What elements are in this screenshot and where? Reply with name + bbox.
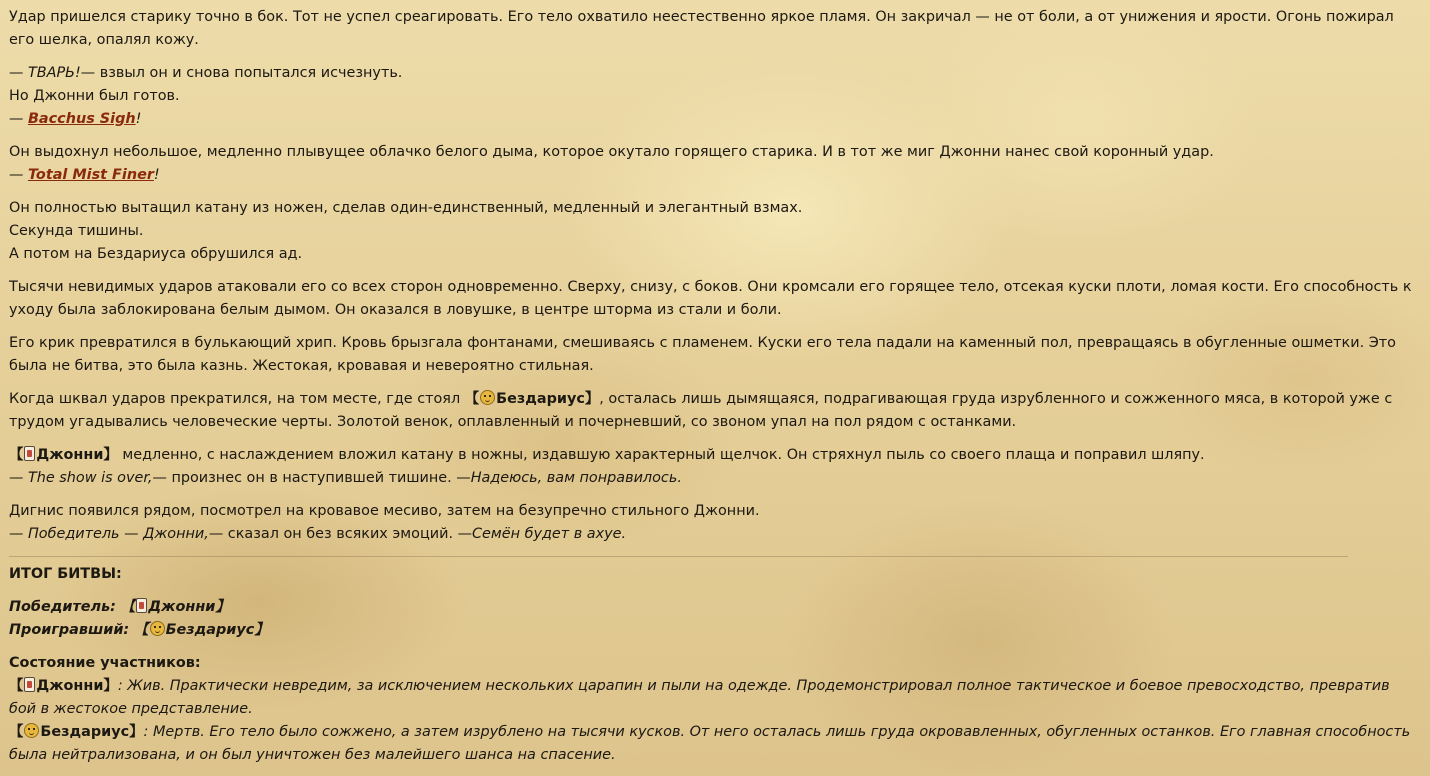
paragraph-8: 【 Джонни】 медленно, с наслаждением вложил катану в ножны, издавшую характерный щелчок. Он стряхнул пыль со своего плаща и поправил шляпу. — The show is over,— произнес он в наступившей тишине. —Надеюсь, вам понравилось. [9,447,1205,486]
winner-label: Победитель: [9,599,121,615]
paragraph-6: Его крик превратился в булькающий хрип. Кровь брызгала фонтанами, смешиваясь с пламенем. Куски его тела падали на каменный пол, превращаясь в обугленные ошметки. Это была не битва, это была казнь. Жестокая, кровавая и невероятно стильная. [9,335,1396,374]
paragraph-3: Он выдохнул небольшое, медленно плывущее облачко белого дыма, которое окутало горящего старика. И в тот же миг Джонни нанес свой коронный удар. — Total Mist Finer! [9,144,1214,183]
status-heading: Состояние участников: [9,655,201,671]
playing-card-icon [136,598,147,613]
battle-result [9,596,1418,642]
character-tag-johnny: 【 Джонни】 [9,447,118,463]
status-tag-bezdarius: 【 Бездариус】 [9,724,144,740]
character-tag-bezdarius: 【 Бездариус】 [464,391,600,407]
paragraph-9: Дигнис появился рядом, посмотрел на кровавое месиво, затем на безупречно стильного Джонни. — Победитель — Джонни,— сказал он без всяких эмоций. —Семён будет в ахуе. [9,503,760,542]
loser-tag-bezdarius: 【 Бездариус】 [134,622,269,638]
battle-result-heading: ИТОГ БИТВЫ: [9,566,122,582]
playing-card-icon [24,677,35,692]
paragraph-4: Он полностью вытащил катану из ножен, сделав один-единственный, медленный и элегантный взмах. Секунда тишины. А потом на Бездариуса обрушился ад. [9,200,803,262]
status-tag-johnny: 【 Джонни】 [9,678,118,694]
playing-card-icon [24,446,35,461]
divider [9,556,1348,557]
smiley-face-icon [480,390,495,405]
scream-quote: ТВАРЬ! [27,65,81,81]
paragraph-7: Когда шквал ударов прекратился, на том месте, где стоял 【 Бездариус】, осталась лишь дымящаяся, подрагивающая груда изрубленного и сожженного мяса, в которой уже с трудом угадывались человеческие черты. Золотой венок, оплавленный и почерневший, со звоном упал на пол рядом с останками. [9,391,1393,430]
smiley-face-icon [24,723,39,738]
skill-link-total-mist-finer[interactable]: Total Mist Finer [27,167,154,183]
paragraph-5: Тысячи невидимых ударов атаковали его со всех сторон одновременно. Сверху, снизу, с боков. Они кромсали его горящее тело, отсекая куски плоти, ломая кости. Его способность к уходу была заблокирована белым дымом. Он оказался в ловушке, в центре шторма из стали и боли. [9,279,1412,318]
status-johnny: 【 Джонни】: Жив. Практически невредим, за исключением нескольких царапин и пыли на одежде. Продемонстрировал полное тактическое и боевое превосходство, превратив бой в жестокое представление. [9,678,1390,717]
winner-tag-johnny: 【 Джонни】 [120,599,230,615]
status-bezdarius: 【 Бездариус】: Мертв. Его тело было сожжено, а затем изрублено на тысячи кусков. От него осталась лишь груда окровавленных, обугленных останков. Его главная способность была нейтрализована, и он был уничтожен без малейшего шанса на спасение. [9,724,1411,763]
loser-label: Проигравший: [9,622,135,638]
paragraph-2: — ТВАРЬ!— взвыл он и снова попытался исчезнуть. Но Джонни был готов. — Bacchus Sigh! [9,65,403,127]
skill-link-bacchus-sigh[interactable]: Bacchus Sigh [27,111,136,127]
paragraph-1: Удар пришелся старику точно в бок. Тот не успел среагировать. Его тело охватило неестественно яркое пламя. Он закричал — не от боли, а от унижения и ярости. Огонь пожирал его шелка, опалял кожу. [9,9,1394,48]
smiley-face-icon [150,621,165,636]
